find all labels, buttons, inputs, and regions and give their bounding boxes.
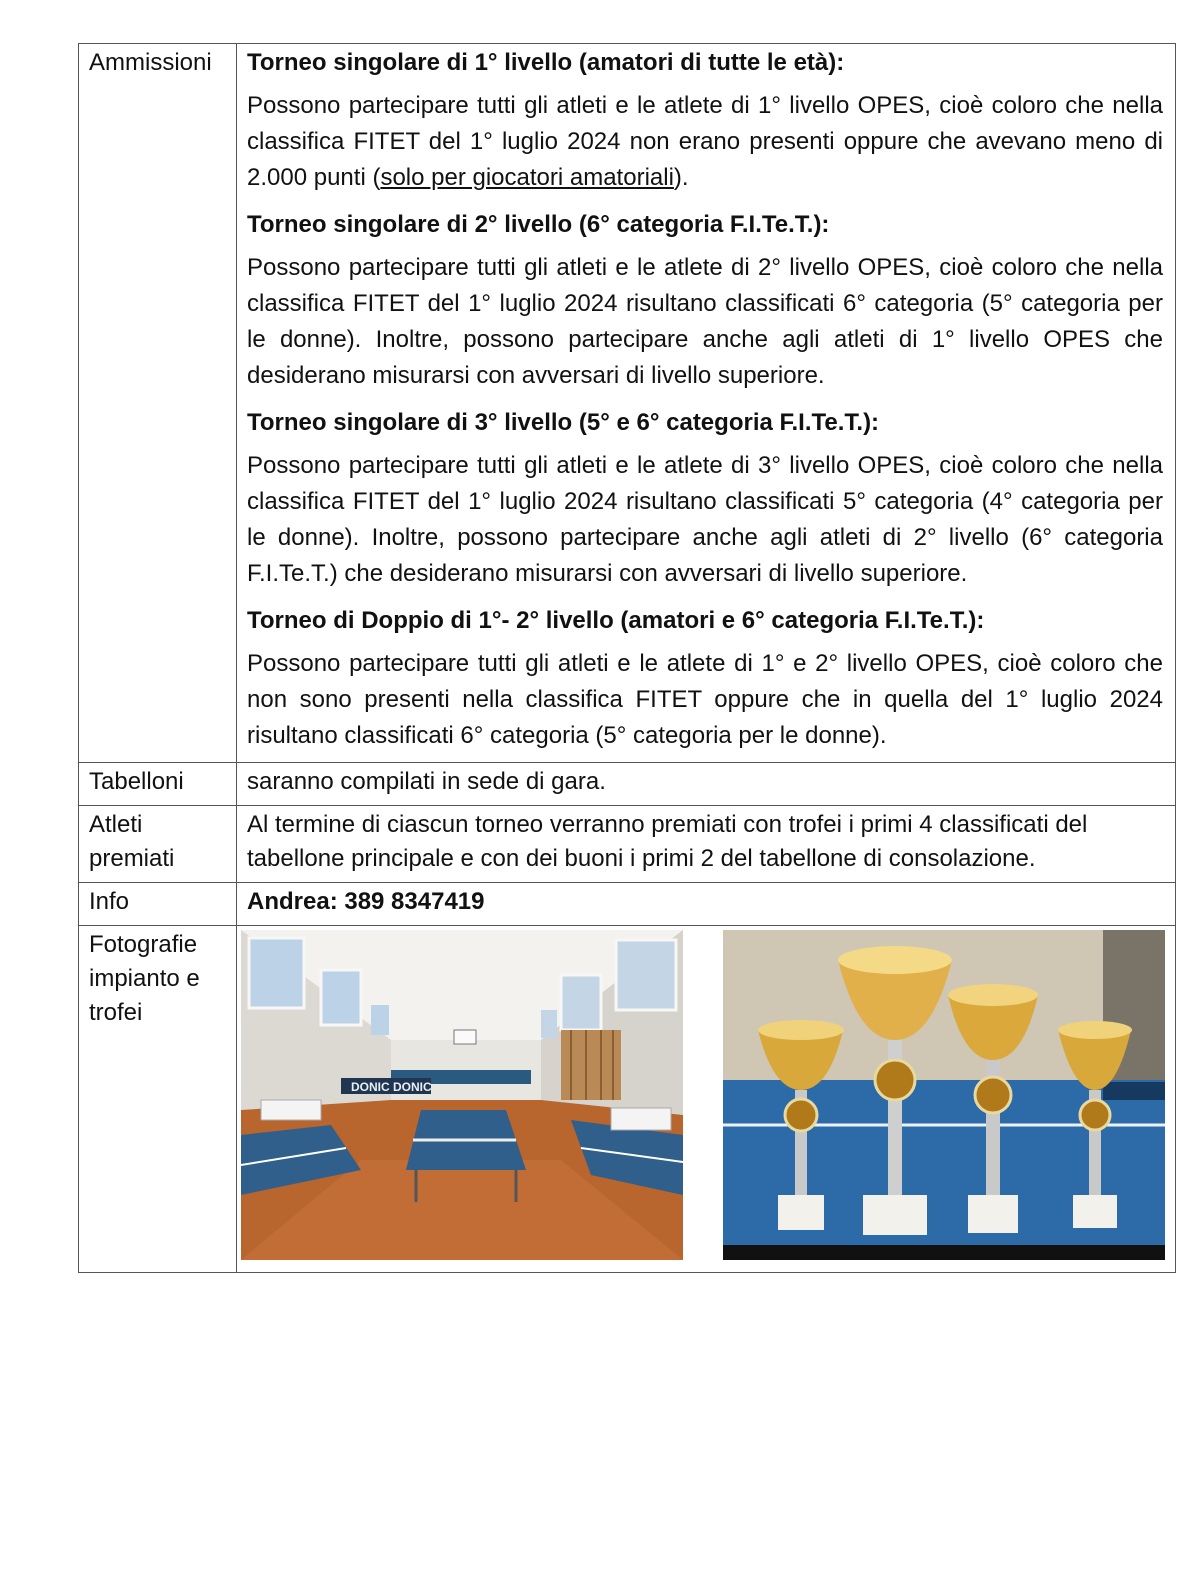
section-title-1: Torneo singolare di 1° livello (amatori di tutte le età): [247,49,845,76]
label-fotografie: Fotografie impianto e trofei [79,926,237,1273]
info-table [78,43,1176,1273]
label-ammissioni: Ammissioni [79,44,237,763]
section-body-4: Possono partecipare tutti gli atleti e le atlete di 1° e 2° livello OPES, cioè coloro che non sono presenti nella classifica FITET oppure che in quella del 1° luglio 2024 risultano classificati 6° categoria (5° categoria per le donne). [247,650,1163,749]
tabelloni-text: saranno compilati in sede di gara. [247,768,606,795]
row-premiati [79,806,1176,883]
label-tabelloni: Tabelloni [79,763,237,806]
label-premiati: Atleti premiati [79,806,237,883]
info-contact: Andrea: 389 8347419 [247,888,485,915]
hall-banner: DONIC DONIC [351,1080,432,1094]
photos [237,926,1165,1266]
row-info [79,883,1176,926]
premiati-text: Al termine di ciascun torneo verranno premiati con trofei i primi 4 classificati del tabellone principale e con dei buoni i primi 2 del tabellone di consolazione. [247,811,1088,872]
section-body-2: Possono partecipare tutti gli atleti e le atlete di 2° livello OPES, cioè coloro che nella classifica FITET del 1° luglio 2024 risultano classificati 6° categoria (5° categoria per le donne). Inoltre, possono partecipare anche agli atleti di 1° livello OPES che desiderano misurarsi con avversari di livello superiore. [247,254,1163,389]
row-tabelloni [79,763,1176,806]
underlined-note: solo per giocatori amatoriali [380,164,674,191]
section-title-4: Torneo di Doppio di 1°- 2° livello (amatori e 6° categoria F.I.Te.T.): [247,607,985,634]
trophies-photo [723,930,1165,1260]
hall-photo [241,930,683,1260]
section-body-3: Possono partecipare tutti gli atleti e le atlete di 3° livello OPES, cioè coloro che nella classifica FITET del 1° luglio 2024 risultano classificati 5° categoria (4° categoria per le donne). Inoltre, possono partecipare anche agli atleti di 2° livello (6° categoria F.I.Te.T.) che desiderano misurarsi con avversari di livello superiore. [247,452,1163,587]
section-body-1: Possono partecipare tutti gli atleti e le atlete di 1° livello OPES, cioè coloro che nella classifica FITET del 1° luglio 2024 non erano presenti oppure che avevano meno di 2.000 punti (solo per giocatori amatoriali). [247,92,1163,191]
section-title-3: Torneo singolare di 3° livello (5° e 6° categoria F.I.Te.T.): [247,409,880,436]
label-info: Info [79,883,237,926]
row-ammissioni [79,44,1176,763]
section-title-2: Torneo singolare di 2° livello (6° categoria F.I.Te.T.): [247,211,830,238]
row-fotografie [79,926,1176,1273]
content-ammissioni [237,44,1176,763]
